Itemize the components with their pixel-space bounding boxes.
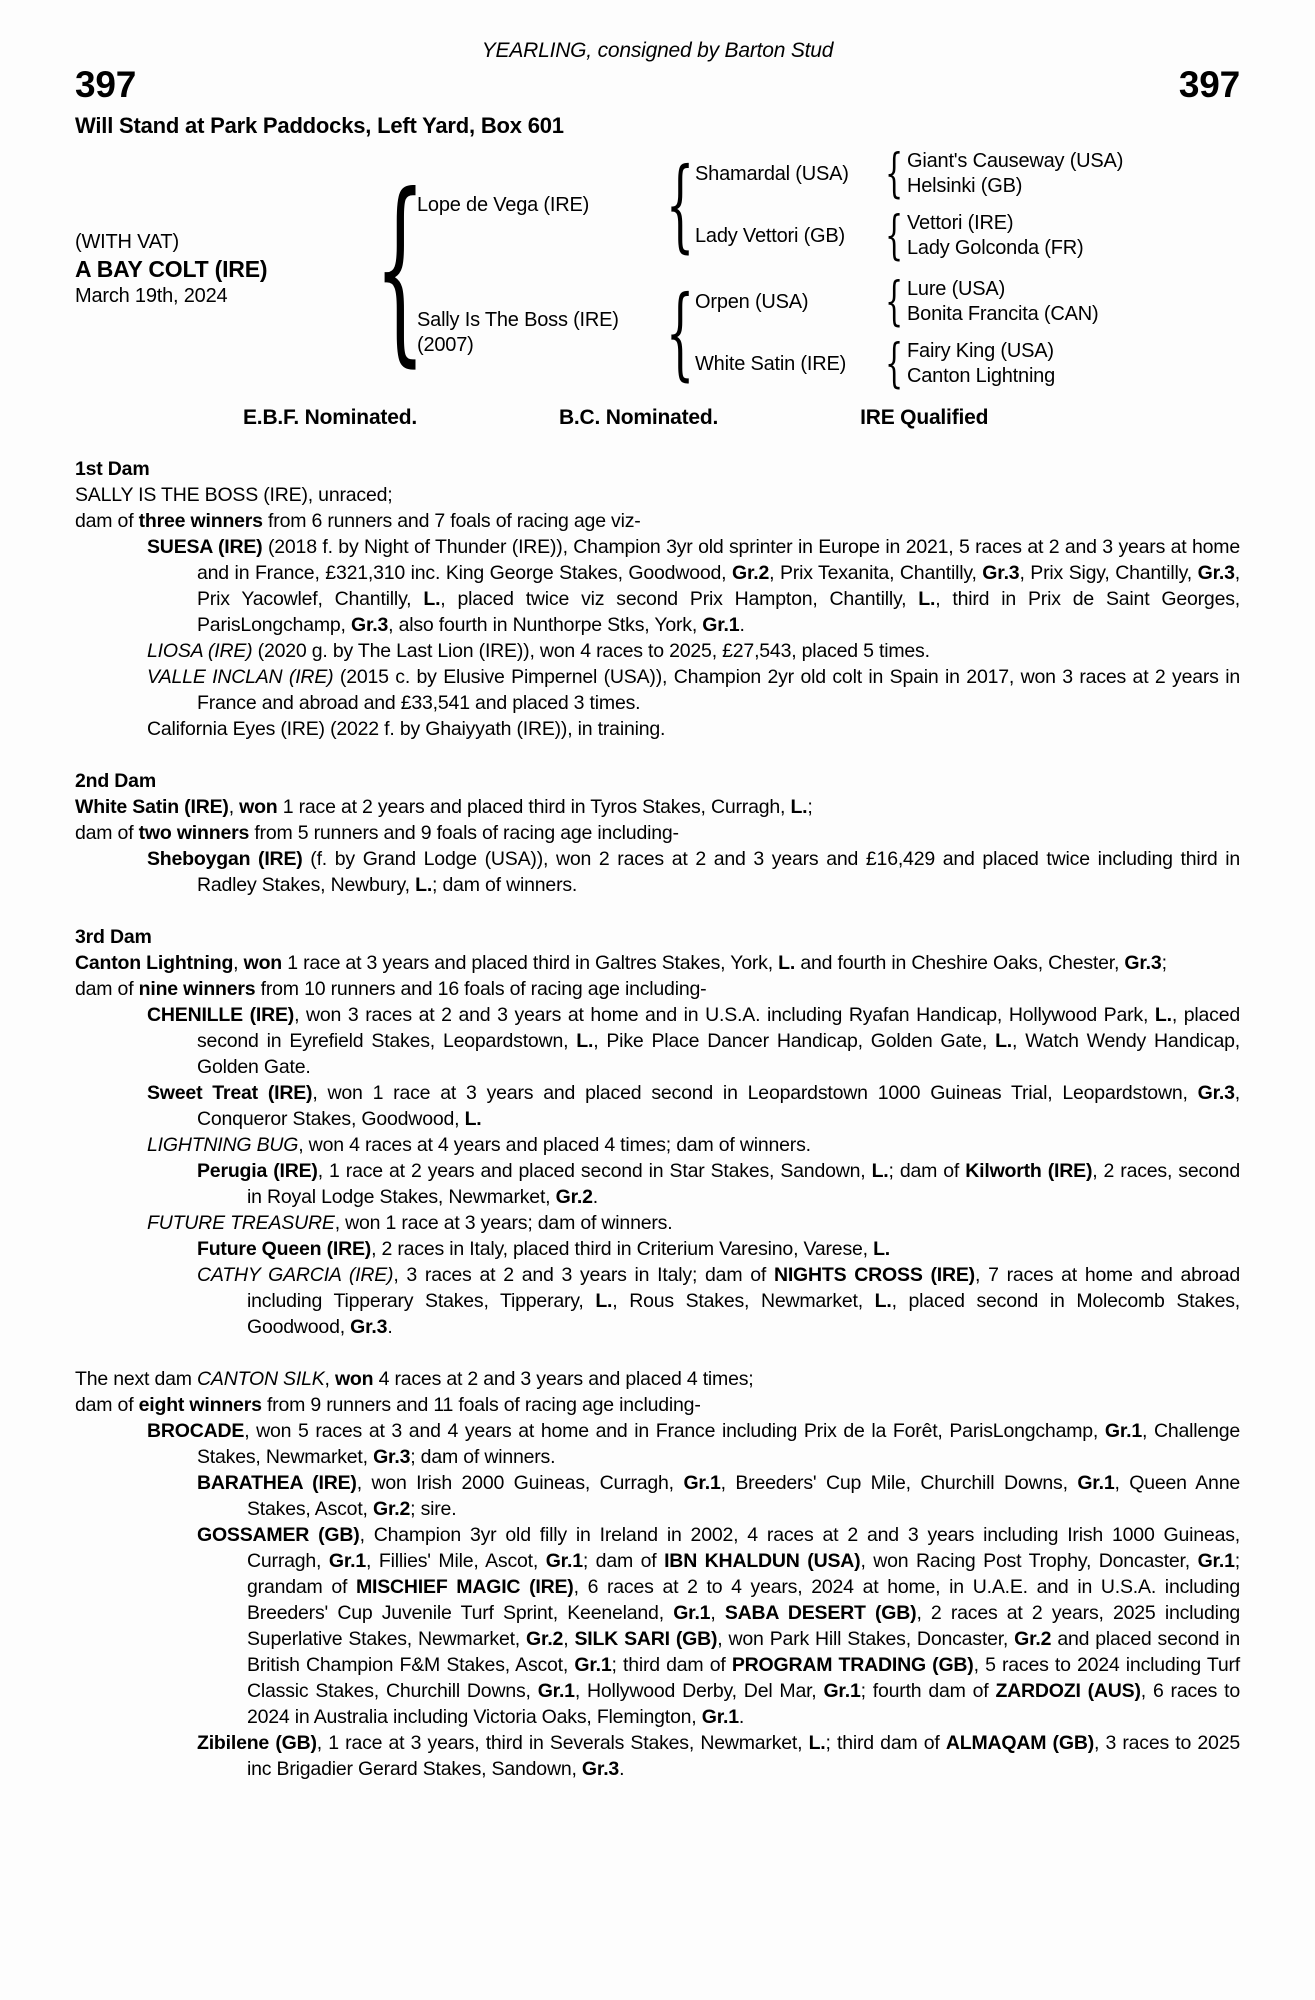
pedigree-paragraph: GOSSAMER (GB), Champion 3yr old filly in Ireland in 2002, 4 races at 2 and 3 years including Irish 1000 Guineas, Curragh, Gr.1, Fillies' Mile, Ascot, Gr.1; dam of IBN KHALDUN (USA), won Racing Post Trophy, Doncaster, Gr.1; grandam of MISCHIEF MAGIC (IRE), 6 races at 2 to 4 years, 2024 at home, in U.A.E. and in U.S.A. including Breeders' Cup Juvenile Turf Sprint, Keeneland, Gr.1, SABA DESERT (GB), 2 races at 2 years, 2025 including Superlative Stakes, Newmarket, Gr.2, SILK SARI (GB), won Park Hill Stakes, Doncaster, Gr.2 and placed second in British Champion F&M Stakes, Ascot, Gr.1; third dam of PROGRAM TRADING (GB), 5 races to 2024 including Turf Classic Stakes, Churchill Downs, Gr.1, Hollywood Derby, Del Mar, Gr.1; fourth dam of ZARDOZI (AUS), 6 races to 2024 in Australia including Victoria Oaks, Flemington, Gr.1.: [197, 1524, 1241, 1728]
dam-section: [75, 1366, 1240, 1782]
pedigree-brace-sire: {: [665, 146, 695, 263]
parents-column: [417, 144, 1124, 394]
grandparent-name: Shamardal (USA): [695, 162, 849, 185]
pedigree-paragraph: SUESA (IRE) (2018 f. by Night of Thunder (IRE)), Champion 3yr old sprinter in Europe in 2021, 5 races at 2 and 3 years at home and in France, £321,310 inc. King George Stakes, Goodwood, Gr.2, Prix Texanita, Chantilly, Gr.3, Prix Sigy, Chantilly, Gr.3, Prix Yacowlef, Chantilly, L., placed twice viz second Prix Hampton, Chantilly, L., third in Prix de Saint Georges, ParisLongchamp, Gr.3, also fourth in Nunthorpe Stks, York, Gr.1.: [147, 536, 1241, 636]
dam-section: [75, 456, 1240, 742]
ancestor-name: Fairy King (USA): [907, 340, 1054, 362]
pedigree-paragraph: BARATHEA (IRE), won Irish 2000 Guineas, Curragh, Gr.1, Breeders' Cup Mile, Churchill Downs, Gr.1, Queen Anne Stakes, Ascot, Gr.2; sire.: [197, 1472, 1240, 1520]
pedigree-brace-dam: {: [665, 274, 695, 391]
nomination-ire: IRE Qualified: [860, 406, 989, 429]
great-grandparents: [907, 277, 1098, 327]
pedigree-paragraph: BROCADE, won 5 races at 3 and 4 years at home and in France including Prix de la Forêt, ParisLongchamp, Gr.1, Challenge Stakes, Newmarket, Gr.3; dam of winners.: [147, 1420, 1240, 1468]
grandparent-group: [695, 334, 1098, 394]
pedigree-paragraph: Zibilene (GB), 1 race at 3 years, third in Severals Stakes, Newmarket, L.; third dam of ALMAQAM (GB), 3 races to 2025 inc Brigadier Gerard Stakes, Sandown, Gr.3.: [197, 1732, 1240, 1780]
ancestor-name: Vettori (IRE): [907, 212, 1014, 234]
grandparent-name: White Satin (IRE): [695, 352, 847, 375]
pedigree-paragraph: CHENILLE (IRE), won 3 races at 2 and 3 years at home and in U.S.A. including Ryafan Handicap, Hollywood Park, L., placed second in Eyrefield Stakes, Leopardstown, L., Pike Place Dancer Handicap, Golden Gate, L., Watch Wendy Handicap, Golden Gate.: [147, 1004, 1241, 1078]
ancestor-name: Canton Lightning: [907, 365, 1056, 387]
parent-name: Sally Is The Boss (IRE): [417, 309, 619, 331]
pedigree-paragraph: LIGHTNING BUG, won 4 races at 4 years and placed 4 times; dam of winners.: [147, 1134, 811, 1156]
pedigree-brace-small: {: [884, 272, 904, 332]
parent-name: Lope de Vega (IRE): [417, 193, 590, 216]
pedigree-paragraph: VALLE INCLAN (IRE) (2015 c. by Elusive Pimpernel (USA)), Champion 2yr old colt in Spain in 2017, won 3 races at 2 years in France and abroad and £33,541 and placed 3 times.: [147, 666, 1240, 714]
ancestor-name: Helsinki (GB): [907, 175, 1023, 197]
ancestor-name: Bonita Francita (CAN): [907, 303, 1099, 325]
nominations-row: [75, 406, 1240, 430]
grandparent-name: Lady Vettori (GB): [695, 224, 845, 247]
sire-name: [417, 193, 665, 218]
lot-number-left: 397: [75, 64, 137, 105]
pedigree-brace-small: {: [884, 144, 904, 204]
pedigree-paragraph: Sweet Treat (IRE), won 1 race at 3 years and placed second in Leopardstown 1000 Guineas Trial, Leopardstown, Gr.3, Conqueror Stakes, Goodwood, L.: [147, 1082, 1240, 1130]
pedigree-brace-small: {: [884, 334, 904, 394]
foal-date: March 19th, 2024: [75, 285, 228, 307]
grandparent-group: [695, 272, 1099, 332]
pedigree-paragraph: dam of eight winners from 9 runners and 11 foals of racing age including-: [75, 1394, 701, 1416]
dam-sections: [75, 456, 1240, 1782]
dam-grandparents: [695, 272, 1099, 394]
grandparent-group: [695, 144, 1124, 204]
ancestor-name: Lady Golconda (FR): [907, 237, 1084, 259]
pedigree-paragraph: Canton Lightning, won 1 race at 3 years and placed third in Galtres Stakes, York, L. and fourth in Cheshire Oaks, Chester, Gr.3;: [75, 952, 1167, 974]
pedigree-paragraph: LIOSA (IRE) (2020 g. by The Last Lion (IRE)), won 4 races to 2025, £27,543, placed 5 times.: [147, 640, 930, 662]
stand-location: Will Stand at Park Paddocks, Left Yard, Box 601: [75, 113, 564, 138]
sire-group: [417, 144, 1124, 266]
ancestor-name: Giant's Causeway (USA): [907, 150, 1124, 172]
pedigree-paragraph: dam of nine winners from 10 runners and 16 foals of racing age including-: [75, 978, 707, 1000]
consignor-title: YEARLING, consigned by Barton Stud: [481, 39, 834, 62]
dam-section: [75, 924, 1240, 1340]
nomination-bc: B.C. Nominated.: [558, 406, 719, 429]
dam-section: [75, 768, 1240, 898]
vat-note: (WITH VAT): [75, 231, 179, 253]
great-grandparents: [907, 149, 1123, 199]
pedigree-paragraph: The next dam CANTON SILK, won 4 races at 2 and 3 years and placed 4 times;: [75, 1368, 754, 1390]
pedigree-brace-main: {: [374, 152, 426, 385]
pedigree-paragraph: dam of three winners from 6 runners and 7 foals of racing age viz-: [75, 510, 641, 532]
parent-year: (2007): [417, 334, 474, 356]
pedigree-paragraph: dam of two winners from 5 runners and 9 foals of racing age including-: [75, 822, 679, 844]
dam-section-heading: 2nd Dam: [75, 770, 156, 792]
animal-block: [75, 229, 383, 309]
nomination-ebf: E.B.F. Nominated.: [243, 406, 417, 429]
sire-grandparents: [695, 144, 1124, 266]
pedigree-brace-small: {: [884, 206, 904, 266]
pedigree-tree: [75, 144, 1240, 394]
pedigree-paragraph: California Eyes (IRE) (2022 f. by Ghaiyyath (IRE)), in training.: [147, 718, 666, 740]
dam-name: [417, 308, 665, 358]
ancestor-name: Lure (USA): [907, 278, 1006, 300]
great-grandparents: [907, 339, 1055, 389]
pedigree-paragraph: Sheboygan (IRE) (f. by Grand Lodge (USA)), won 2 races at 2 and 3 years and £16,429 and placed twice including third in Radley Stakes, Newbury, L.; dam of winners.: [147, 848, 1240, 896]
dam-section-heading: 3rd Dam: [75, 926, 152, 948]
pedigree-paragraph: Future Queen (IRE), 2 races in Italy, placed third in Criterium Varesino, Varese, L.: [197, 1238, 891, 1260]
lot-number-row: [75, 64, 1240, 110]
pedigree-paragraph: CATHY GARCIA (IRE), 3 races at 2 and 3 years in Italy; dam of NIGHTS CROSS (IRE), 7 races at home and abroad including Tipperary Stakes, Tipperary, L., Rous Stakes, Newmarket, L., placed second in Molecomb Stakes, Goodwood, Gr.3.: [197, 1264, 1241, 1338]
grandparent-group: [695, 206, 1123, 266]
great-grandparents: [907, 211, 1083, 261]
pedigree-paragraph: FUTURE TREASURE, won 1 race at 3 years; dam of winners.: [147, 1212, 673, 1234]
dam-group: [417, 272, 1123, 394]
pedigree-paragraph: Perugia (IRE), 1 race at 2 years and placed second in Star Stakes, Sandown, L.; dam of Kilworth (IRE), 2 races, second in Royal Lodge Stakes, Newmarket, Gr.2.: [197, 1160, 1240, 1208]
lot-number-right: 397: [1178, 64, 1240, 105]
pedigree-paragraph: SALLY IS THE BOSS (IRE), unraced;: [75, 484, 393, 506]
grandparent-name: Orpen (USA): [695, 290, 809, 313]
colt-description: A BAY COLT (IRE): [75, 256, 268, 282]
pedigree-paragraph: White Satin (IRE), won 1 race at 2 years and placed third in Tyros Stakes, Curragh, L.;: [75, 796, 813, 818]
dam-section-heading: 1st Dam: [75, 458, 150, 480]
